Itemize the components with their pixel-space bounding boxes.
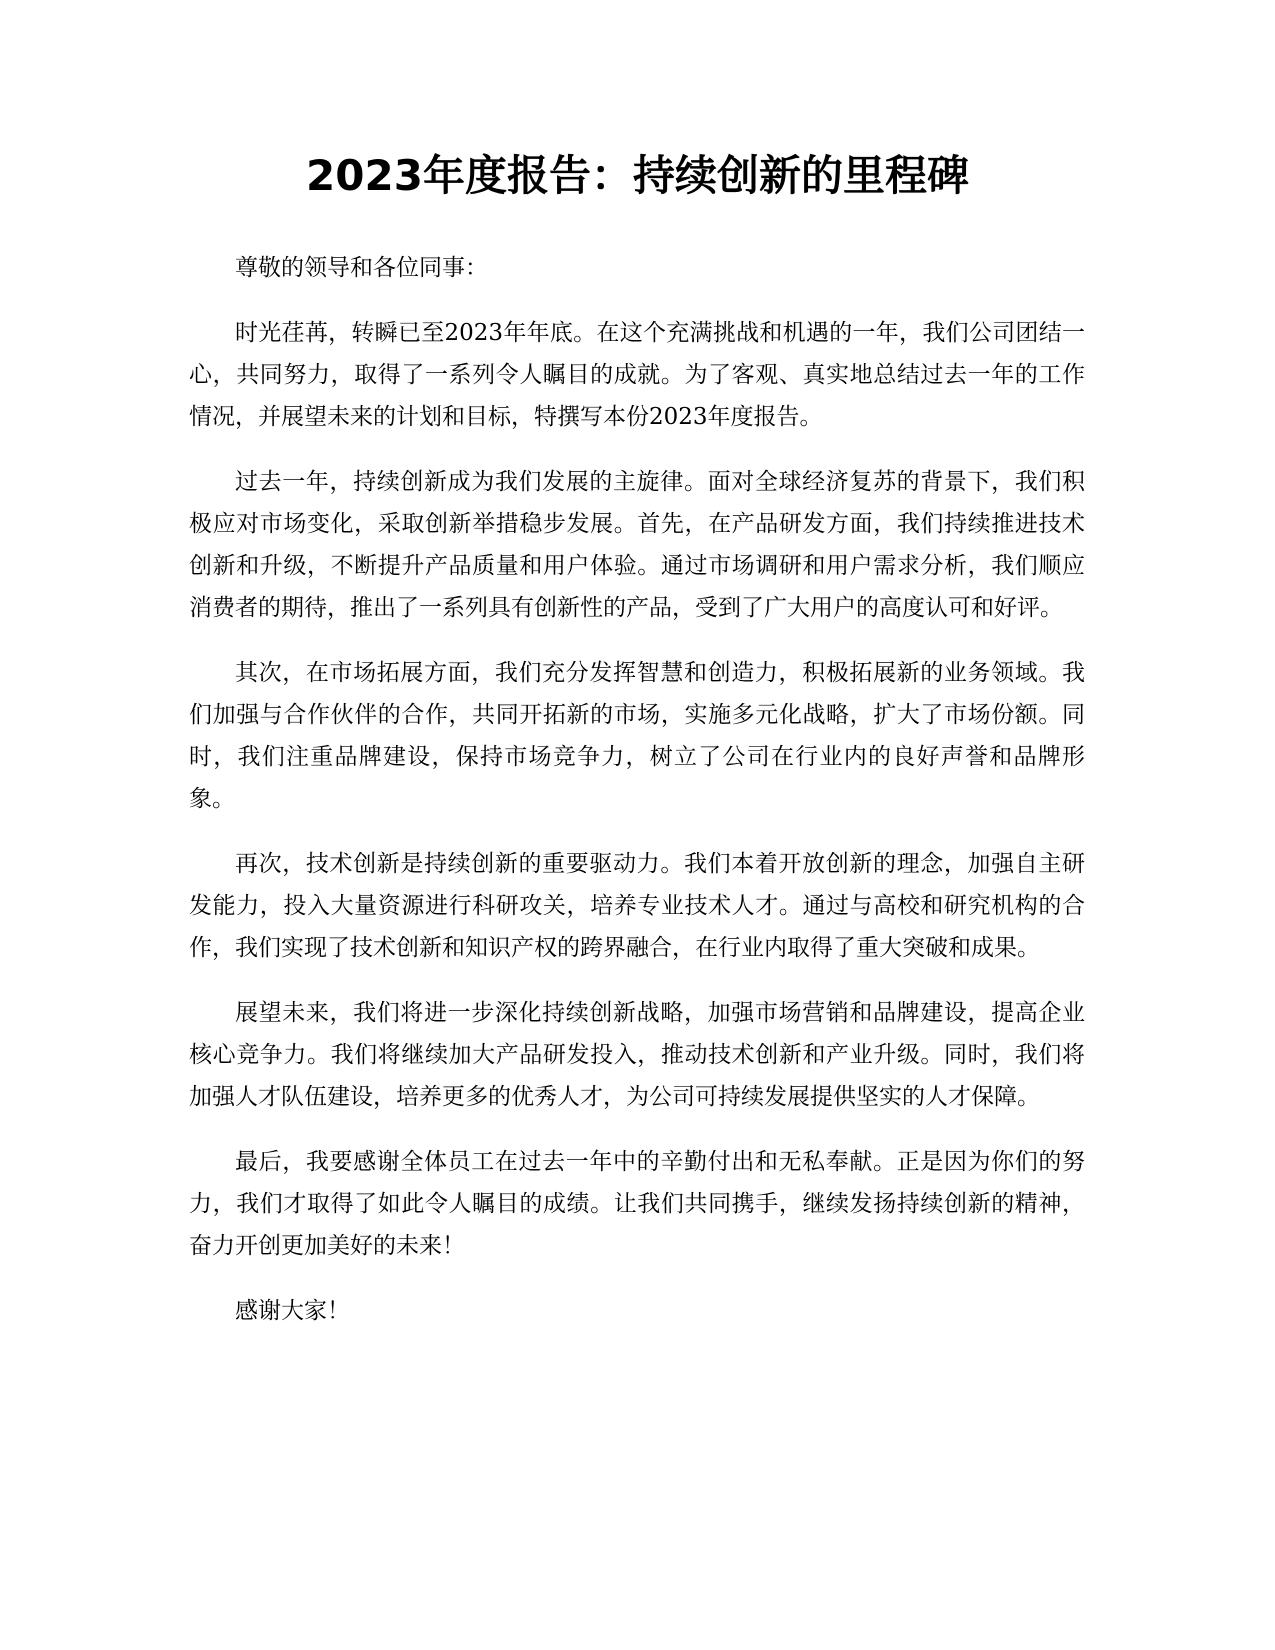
paragraph-market: 其次，在市场拓展方面，我们充分发挥智慧和创造力，积极拓展新的业务领域。我们加强与合作伙伴的合作，共同开拓新的市场，实施多元化战略，扩大了市场份额。同时，我们注重品牌建设，保持市场竞争力，树立了公司在行业内的良好声誉和品牌形象。 [189, 660, 1085, 812]
document-body [189, 247, 1085, 1355]
paragraph-innovation: 过去一年，持续创新成为我们发展的主旋律。面对全球经济复苏的背景下，我们积极应对市场变化，采取创新举措稳步发展。首先，在产品研发方面，我们持续推进技术创新和升级，不断提升产品质量和用户体验。通过市场调研和用户需求分析，我们顺应消费者的期待，推出了一系列具有创新性的产品，受到了广大用户的高度认可和好评。 [189, 469, 1085, 621]
paragraph-thanks: 最后，我要感谢全体员工在过去一年中的辛勤付出和无私奉献。正是因为你们的努力，我们才取得了如此令人瞩目的成绩。让我们共同携手，继续发扬持续创新的精神，奋力开创更加美好的未来！ [189, 1149, 1085, 1259]
paragraph-technology: 再次，技术创新是持续创新的重要驱动力。我们本着开放创新的理念，加强自主研发能力，投入大量资源进行科研攻关，培养专业技术人才。通过与高校和研究机构的合作，我们实现了技术创新和知识产权的跨界融合，在行业内取得了重大突破和成果。 [189, 851, 1085, 961]
document-title: 2023年度报告：持续创新的里程碑 [306, 151, 969, 200]
closing: 感谢大家！ [235, 1298, 350, 1324]
paragraph-intro: 时光荏苒，转瞬已至2023年年底。在这个充满挑战和机遇的一年，我们公司团结一心，共同努力，取得了一系列令人瞩目的成就。为了客观、真实地总结过去一年的工作情况，并展望未来的计划和目标，特撰写本份2023年度报告。 [189, 320, 1085, 430]
salutation: 尊敬的领导和各位同事： [235, 255, 488, 281]
paragraph-outlook: 展望未来，我们将进一步深化持续创新战略，加强市场营销和品牌建设，提高企业核心竞争力。我们将继续加大产品研发投入，推动技术创新和产业升级。同时，我们将加强人才队伍建设，培养更多的优秀人才，为公司可持续发展提供坚实的人才保障。 [189, 1000, 1085, 1110]
